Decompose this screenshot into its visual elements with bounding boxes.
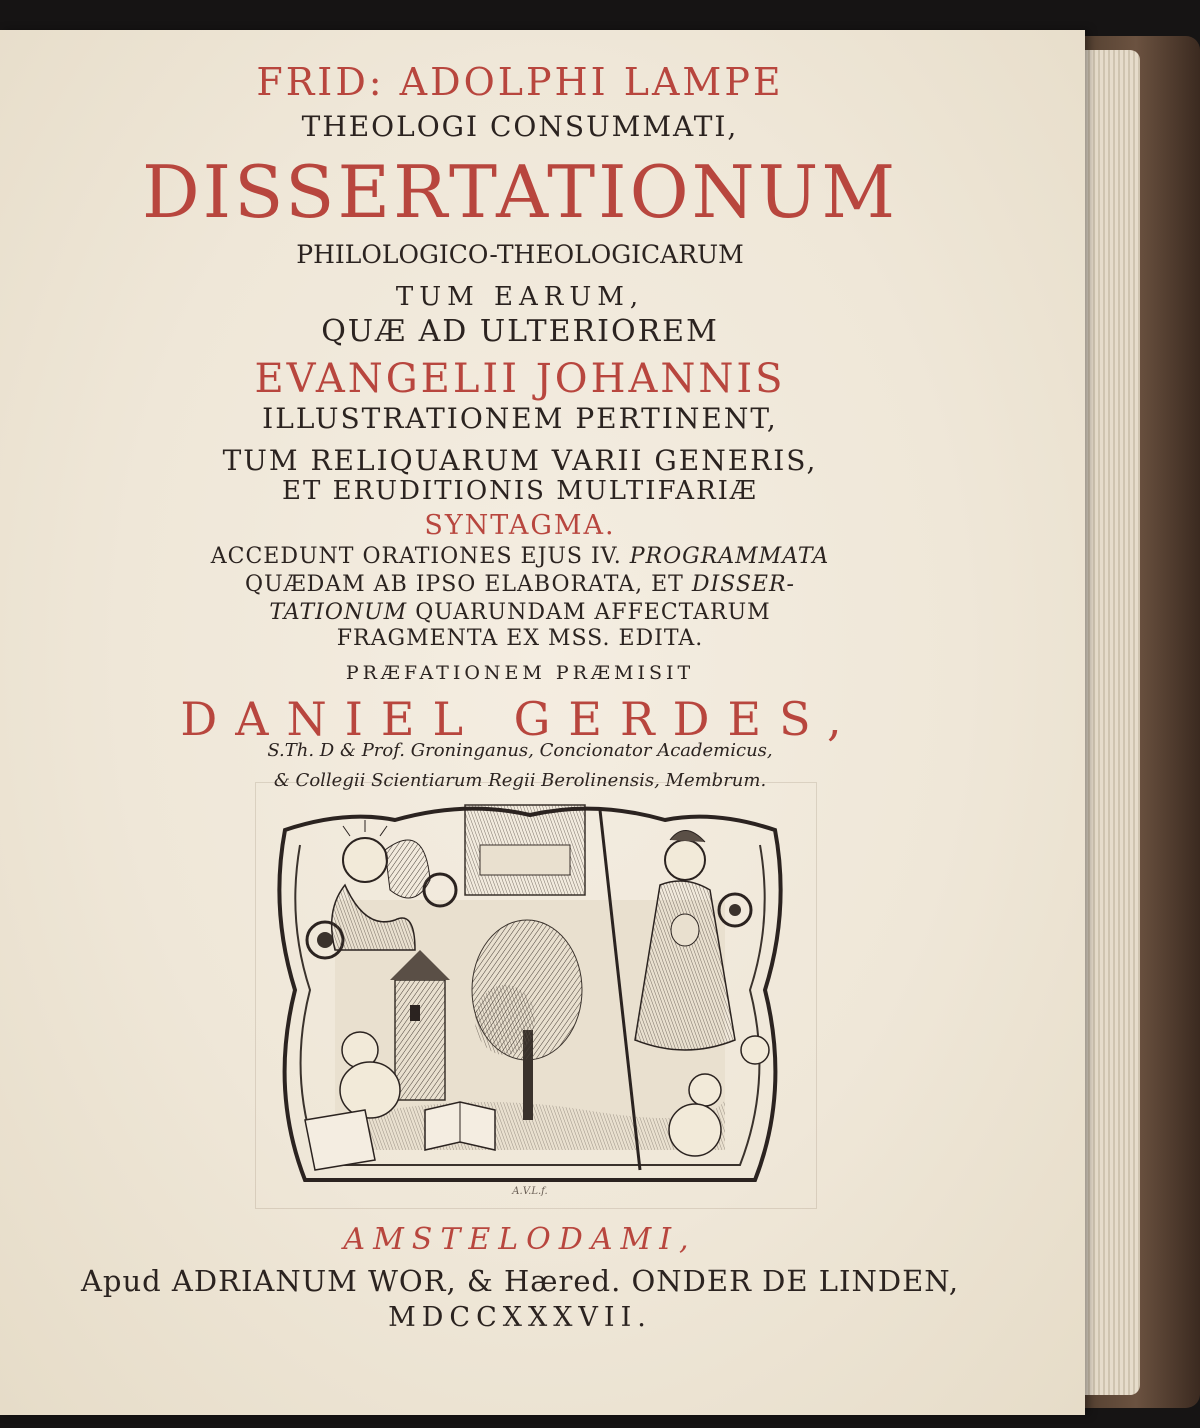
imprint-place: AMSTELODAMI,: [343, 1222, 697, 1257]
accedunt-line-4: FRAGMENTA EX MSS. EDITA.: [336, 626, 704, 651]
work-subtitle: PHILOLOGICO-THEOLOGICARUM: [296, 240, 744, 269]
tower-icon: [390, 950, 450, 1100]
engraved-vignette-icon: [265, 790, 795, 1200]
illustrationem-line: ILLUSTRATIONEM PERTINENT,: [262, 402, 778, 435]
imprint-year: MDCCXXXVII.: [388, 1302, 652, 1333]
editor-title-1: S.Th. D & Prof. Groninganus, Concionator Academicus,: [267, 740, 773, 761]
accedunt-text-3: QUARUNDAM AFFECTARUM: [415, 600, 771, 625]
title-page: [0, 30, 1085, 1415]
author-name: FRID: ADOLPHI LAMPE: [256, 60, 784, 104]
accedunt-italic-2: DISSER-: [691, 572, 795, 597]
evangelii-line: EVANGELII JOHANNIS: [254, 356, 786, 402]
accedunt-line-2: [0, 572, 1040, 597]
work-title: DISSERTATIONUM: [141, 150, 899, 234]
accedunt-line-1: [0, 544, 1040, 569]
eruditionis-line: ET ERUDITIONIS MULTIFARIÆ: [282, 476, 758, 506]
reliquarum-line: TUM RELIQUARUM VARII GENERIS,: [222, 444, 818, 477]
syntagma-line: SYNTAGMA.: [424, 510, 616, 541]
quae-line: QUÆ AD ULTERIOREM: [321, 314, 719, 349]
author-description: THEOLOGI CONSUMMATI,: [301, 110, 739, 143]
tum-earum-line: TUM EARUM,: [395, 282, 645, 312]
accedunt-italic-1: PROGRAMMATA: [629, 544, 830, 569]
vignette-signature: A.V.L.f.: [512, 1186, 548, 1197]
editor-name: DANIEL GERDES,: [180, 692, 860, 746]
accedunt-line-3: [0, 600, 1040, 625]
accedunt-text-2: QUÆDAM AB IPSO ELABORATA, ET: [245, 572, 684, 597]
accedunt-text-1: ACCEDUNT ORATIONES EJUS IV.: [210, 544, 622, 569]
praefationem-line: PRÆFATIONEM PRÆMISIT: [345, 662, 695, 684]
accedunt-italic-3: TATIONUM: [269, 600, 408, 625]
editor-title-2: & Collegii Scientiarum Regii Berolinensis, Membrum.: [273, 770, 767, 791]
imprint-publisher: Apud ADRIANUM WOR, & Hæred. ONDER DE LINDEN,: [80, 1264, 960, 1298]
